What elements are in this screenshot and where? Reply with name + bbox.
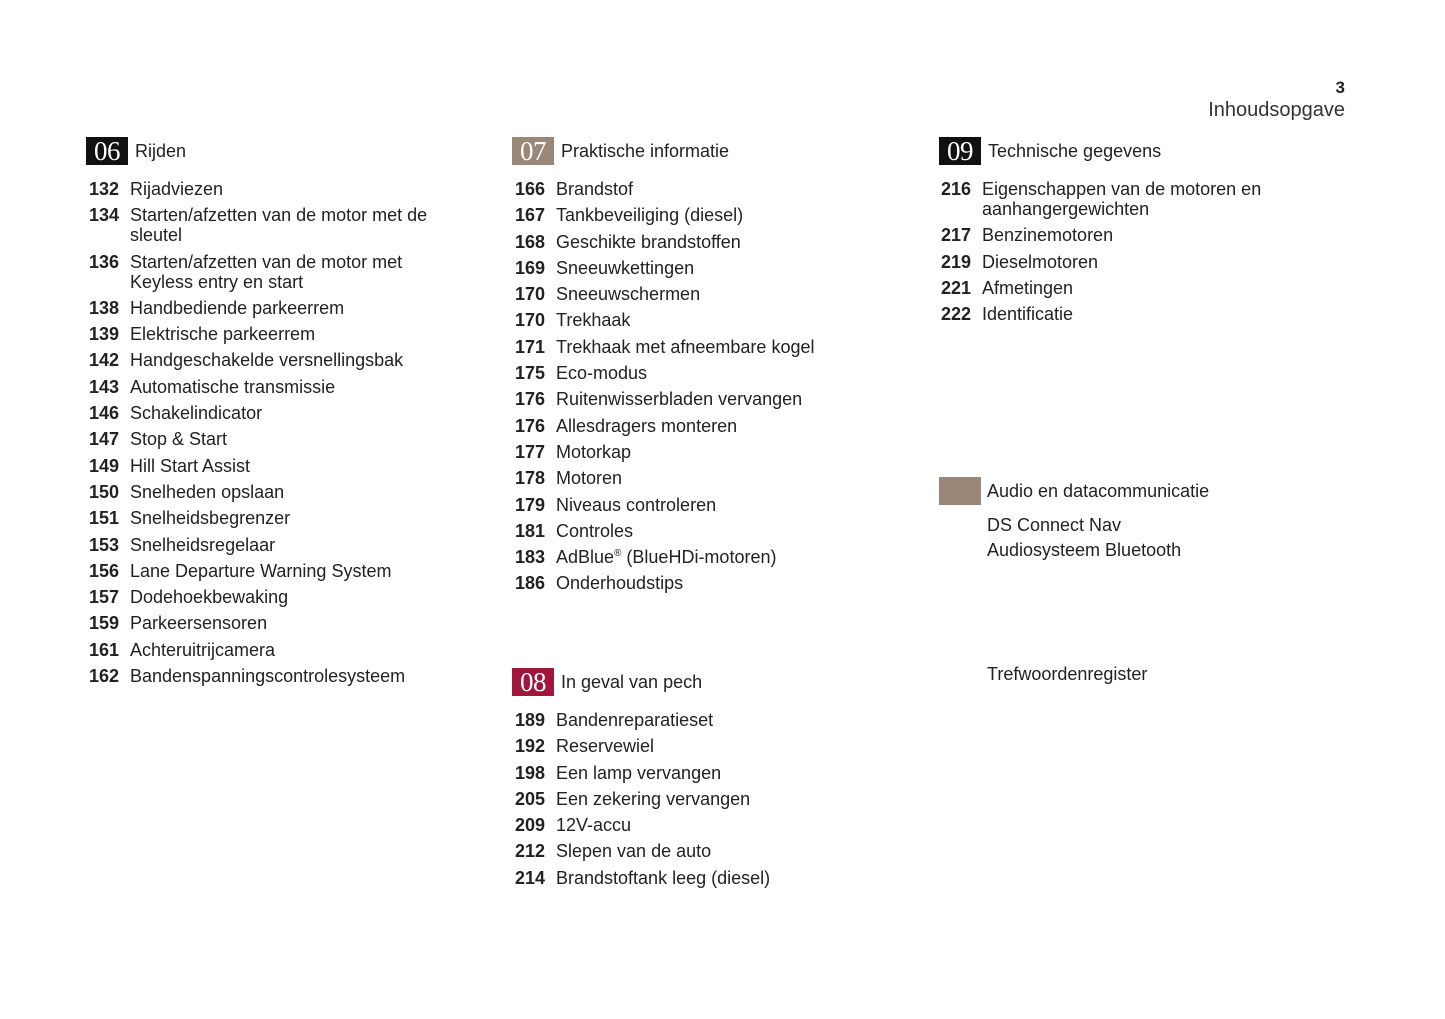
entry-page-number: 156 [89, 560, 120, 581]
toc-entry [515, 284, 875, 304]
section-number-badge: 09 [939, 137, 981, 165]
toc-entry [515, 710, 875, 730]
entry-page-number: 177 [515, 441, 546, 462]
audio-section-header [939, 477, 1209, 505]
entry-page-number: 216 [941, 179, 972, 199]
entry-label: Motoren [556, 468, 623, 489]
entry-page-number: 175 [515, 363, 546, 384]
toc-entry [941, 304, 1301, 324]
audio-item: Audiosysteem Bluetooth [987, 539, 1182, 560]
entry-page-number: 217 [941, 225, 972, 246]
toc-entry [515, 363, 875, 383]
entry-label: Reservewiel [556, 736, 655, 757]
toc-entry [515, 389, 875, 409]
entry-page-number: 162 [89, 666, 120, 687]
toc-entry [515, 841, 875, 861]
toc-entry [515, 573, 875, 593]
section-06-entries [89, 179, 449, 692]
entry-label: Identificatie [982, 304, 1074, 325]
toc-entry [515, 495, 875, 515]
entry-label: Brandstof [556, 179, 634, 199]
entry-label: Schakelindicator [130, 403, 263, 424]
section-08-header [512, 668, 702, 696]
entry-label: Handbediende parkeerrem [130, 297, 345, 318]
toc-entry [515, 205, 875, 225]
toc-entry [515, 337, 875, 357]
entry-page-number: 198 [515, 762, 546, 783]
entry-page-number: 170 [515, 284, 546, 305]
page-number: 3 [1335, 78, 1345, 97]
entry-label: Motorkap [556, 441, 632, 462]
entry-page-number: 132 [89, 179, 120, 199]
page-title: Inhoudsopgave [1208, 99, 1345, 121]
entry-page-number: 150 [89, 481, 120, 502]
entry-label: Slepen van de auto [556, 841, 712, 862]
section-color-badge [939, 477, 981, 505]
entry-label: Bandenreparatieset [556, 710, 714, 730]
section-07-entries [515, 179, 875, 600]
entry-label-suffix: (BlueHDi-motoren) [621, 547, 777, 568]
entry-page-number: 169 [515, 257, 546, 278]
entry-label: Controles [556, 520, 634, 541]
entry-label: Dodehoekbewaking [130, 587, 289, 608]
toc-entry [941, 278, 1301, 298]
toc-entry [89, 482, 449, 502]
entry-label: Allesdragers monteren [556, 415, 738, 436]
toc-entry [515, 547, 875, 567]
toc-entry [941, 252, 1301, 272]
entry-label: Ruitenwisserbladen vervangen [556, 389, 803, 410]
toc-entry [89, 252, 449, 292]
toc-entry [941, 179, 1301, 219]
entry-label: Achteruitrijcamera [130, 639, 276, 660]
toc-entry [515, 789, 875, 809]
entry-page-number: 149 [89, 455, 120, 476]
entry-page-number: 183 [515, 547, 546, 568]
entry-label: Dieselmotoren [982, 251, 1099, 272]
section-number-badge: 07 [512, 137, 554, 165]
toc-entry [515, 232, 875, 252]
toc-entry [89, 324, 449, 344]
entry-page-number: 134 [89, 205, 120, 226]
toc-entry [515, 310, 875, 330]
entry-label: Bandenspanningscontrolesysteem [130, 666, 406, 687]
toc-entry [515, 815, 875, 835]
entry-page-number: 161 [89, 639, 120, 660]
entry-page-number: 139 [89, 324, 120, 345]
section-title: Praktische informatie [561, 140, 730, 161]
entry-page-number: 171 [515, 336, 546, 357]
toc-entry [515, 868, 875, 888]
entry-page-number: 159 [89, 613, 120, 634]
entry-page-number: 214 [515, 867, 546, 888]
entry-label: Geschikte brandstoffen [556, 231, 741, 252]
audio-items [987, 513, 1181, 562]
entry-page-number: 219 [941, 251, 972, 272]
entry-label: Afmetingen [982, 277, 1074, 298]
toc-entry [89, 350, 449, 370]
entry-label: Snelheidsregelaar [130, 534, 276, 555]
toc-entry [89, 205, 449, 245]
entry-page-number: 178 [515, 468, 546, 489]
page-header [1208, 78, 1345, 122]
entry-label: Handgeschakelde versnellingsbak [130, 350, 404, 371]
toc-entry [515, 179, 875, 199]
entry-page-number: 146 [89, 403, 120, 424]
section-08-entries [515, 710, 875, 894]
entry-page-number: 186 [515, 573, 546, 594]
toc-entry [89, 377, 449, 397]
entry-page-number: 170 [515, 310, 546, 331]
entry-label: Snelheden opslaan [130, 481, 285, 502]
section-09-header [939, 137, 1161, 165]
entry-label: Hill Start Assist [130, 455, 251, 476]
toc-entry [89, 298, 449, 318]
audio-item: DS Connect Nav [987, 515, 1122, 535]
entry-page-number: 189 [515, 710, 546, 730]
entry-page-number: 138 [89, 297, 120, 318]
entry-label: Onderhoudstips [556, 573, 684, 594]
toc-entry [89, 403, 449, 423]
toc-entry [89, 456, 449, 476]
entry-label: Parkeersensoren [130, 613, 268, 634]
entry-page-number: 209 [515, 815, 546, 836]
entry-label-text: AdBlue [556, 547, 615, 568]
entry-page-number: 136 [89, 251, 120, 272]
entry-label: Eigenschappen van de motoren en aanhangergewichten [982, 179, 1262, 219]
section-number-badge: 06 [86, 137, 128, 165]
index-link: Trefwoordenregister [987, 664, 1148, 684]
entry-page-number: 181 [515, 520, 546, 541]
entry-page-number: 153 [89, 534, 120, 555]
toc-entry [515, 763, 875, 783]
section-title: Audio en datacommunicatie [987, 480, 1210, 501]
section-07-header [512, 137, 729, 165]
registered-mark: ® [614, 548, 622, 560]
entry-label: Lane Departure Warning System [130, 560, 392, 581]
section-number-badge: 08 [512, 668, 554, 696]
entry-label: Elektrische parkeerrem [130, 324, 316, 345]
entry-label: Sneeuwschermen [556, 284, 701, 305]
section-06-header [86, 137, 186, 165]
entry-label: Sneeuwkettingen [556, 257, 695, 278]
entry-page-number: 205 [515, 788, 546, 809]
entry-page-number: 167 [515, 205, 546, 226]
toc-entry [515, 736, 875, 756]
entry-page-number: 179 [515, 494, 546, 515]
entry-page-number: 151 [89, 508, 120, 529]
entry-page-number: 157 [89, 587, 120, 608]
entry-label: Trekhaak met afneembare kogel [556, 336, 815, 357]
entry-label: Tankbeveiliging (diesel) [556, 205, 744, 226]
toc-entry [89, 587, 449, 607]
entry-label: Eco-modus [556, 363, 648, 384]
entry-label: Brandstoftank leeg (diesel) [556, 867, 771, 888]
entry-page-number: 166 [515, 179, 546, 199]
entry-label: Starten/afzetten van de motor met Keyless entry en start [130, 251, 403, 292]
entry-label: Een zekering vervangen [556, 788, 751, 809]
entry-page-number: 142 [89, 350, 120, 371]
entry-page-number: 221 [941, 277, 972, 298]
toc-entry [89, 666, 449, 686]
entry-page-number: 143 [89, 376, 120, 397]
toc-entry [89, 508, 449, 528]
toc-entry [515, 258, 875, 278]
entry-label: Rijadviezen [130, 179, 224, 199]
entry-label: Benzinemotoren [982, 225, 1114, 246]
toc-entry [89, 179, 449, 199]
toc-entry [515, 521, 875, 541]
entry-label: Stop & Start [130, 429, 228, 450]
entry-label: Starten/afzetten van de motor met de sleutel [130, 205, 428, 246]
entry-label [556, 547, 875, 567]
entry-label: Niveaus controleren [556, 494, 717, 515]
entry-label: Automatische transmissie [130, 376, 336, 397]
toc-entry [941, 225, 1301, 245]
section-title: Technische gegevens [988, 140, 1162, 161]
toc-entry [89, 429, 449, 449]
entry-page-number: 176 [515, 415, 546, 436]
entry-label: Een lamp vervangen [556, 762, 722, 783]
entry-label: Trekhaak [556, 310, 631, 331]
entry-label: 12V-accu [556, 815, 632, 836]
toc-entry [89, 535, 449, 555]
toc-entry [89, 561, 449, 581]
entry-page-number: 176 [515, 389, 546, 410]
section-title: Rijden [135, 140, 187, 161]
toc-entry [515, 416, 875, 436]
entry-page-number: 168 [515, 231, 546, 252]
entry-page-number: 147 [89, 429, 120, 450]
entry-page-number: 222 [941, 304, 972, 325]
toc-entry [515, 468, 875, 488]
entry-page-number: 192 [515, 736, 546, 757]
toc-entry [89, 613, 449, 633]
section-title: In geval van pech [561, 671, 703, 692]
toc-entry [89, 640, 449, 660]
entry-page-number: 212 [515, 841, 546, 862]
toc-entry [515, 442, 875, 462]
entry-label: Snelheidsbegrenzer [130, 508, 291, 529]
section-09-entries [941, 179, 1301, 330]
